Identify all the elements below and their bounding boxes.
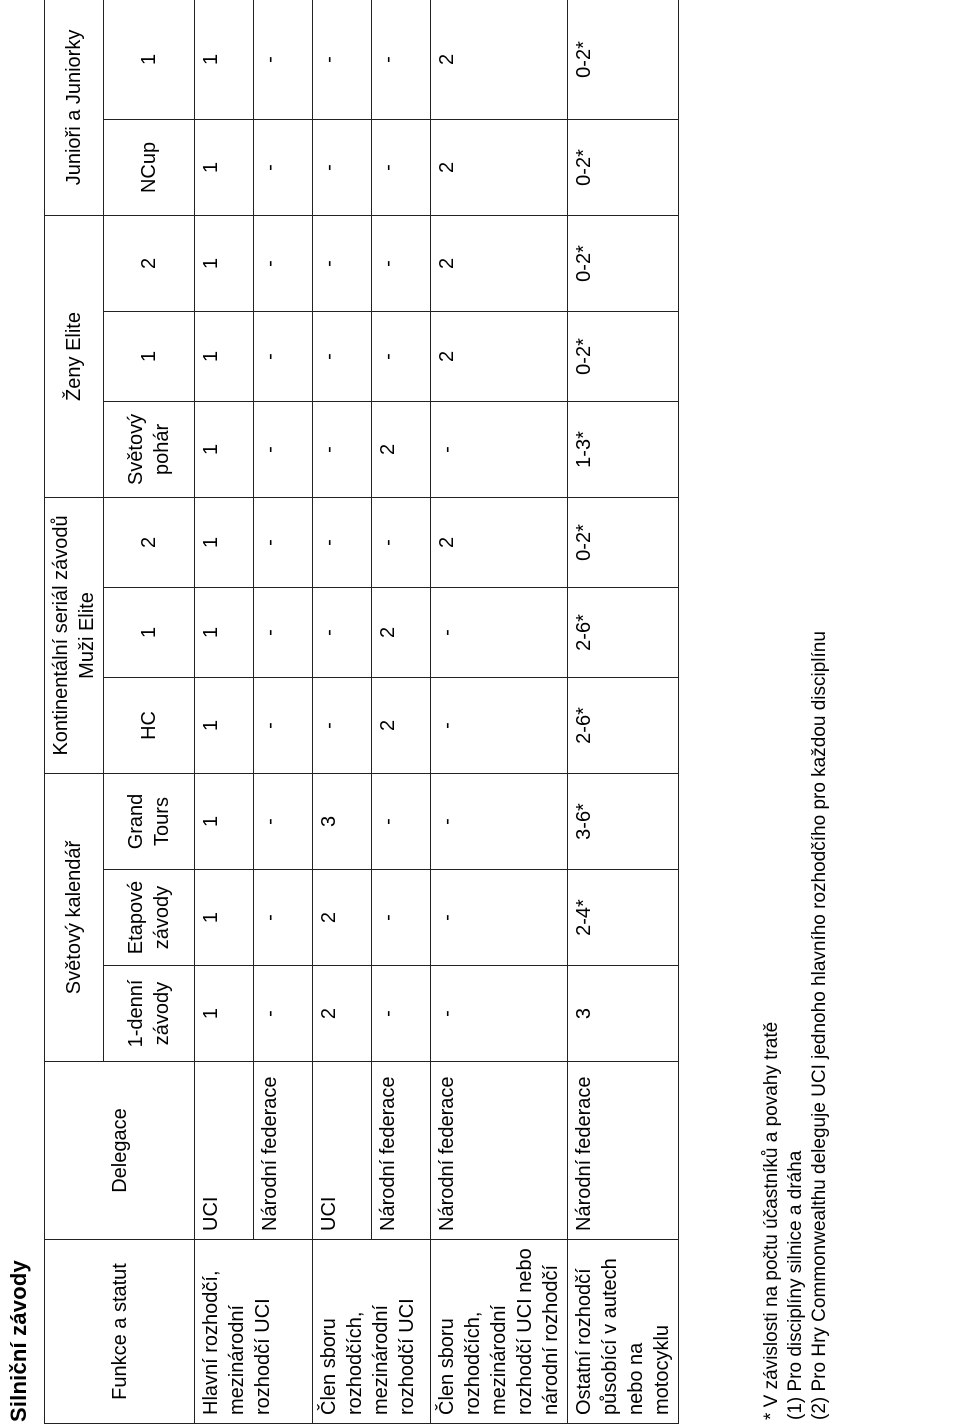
value-cell: - — [431, 587, 568, 677]
value-cell: - — [372, 215, 431, 311]
footnotes — [760, 20, 832, 1420]
value-cell: - — [254, 966, 313, 1062]
value-cell: - — [254, 497, 313, 587]
value-cell: - — [372, 497, 431, 587]
value-cell: 2 — [431, 0, 568, 119]
value-cell: - — [313, 215, 372, 311]
value-cell: 2 — [313, 870, 372, 966]
value-cell: - — [254, 311, 313, 401]
value-cell: 2-4* — [568, 870, 679, 966]
value-cell: 0-2* — [568, 0, 679, 119]
table-row — [431, 0, 568, 1424]
value-cell: 1 — [195, 870, 254, 966]
value-cell: 0-2* — [568, 497, 679, 587]
delegation-cell: Národní federace — [254, 1062, 313, 1240]
value-cell: - — [313, 0, 372, 119]
value-cell: - — [372, 773, 431, 869]
delegation-cell: Národní federace — [431, 1062, 568, 1240]
header-group-women: Ženy Elite — [45, 215, 104, 497]
value-cell: - — [254, 401, 313, 497]
value-cell: 2 — [431, 497, 568, 587]
value-cell: - — [313, 677, 372, 773]
value-cell: 1 — [195, 773, 254, 869]
subheader: Grand Tours — [104, 773, 195, 869]
table-row — [313, 0, 372, 1424]
value-cell: - — [254, 215, 313, 311]
subheader: 1-denní závody — [104, 966, 195, 1062]
value-cell: 1 — [195, 215, 254, 311]
value-cell: - — [254, 587, 313, 677]
value-cell: 1 — [195, 401, 254, 497]
page-title: Silniční závody — [6, 1260, 31, 1422]
value-cell: 0-2* — [568, 119, 679, 215]
value-cell: - — [372, 870, 431, 966]
subheader: 1 — [104, 311, 195, 401]
value-cell: - — [254, 0, 313, 119]
value-cell: - — [313, 497, 372, 587]
value-cell: 1 — [195, 0, 254, 119]
value-cell: 3 — [568, 966, 679, 1062]
officials-table — [44, 0, 679, 1424]
header-group-world: Světový kalendář — [45, 773, 104, 1061]
value-cell: 1 — [195, 677, 254, 773]
table-row — [372, 0, 431, 1424]
value-cell: - — [431, 401, 568, 497]
subheader: 1 — [104, 587, 195, 677]
value-cell: 2 — [431, 215, 568, 311]
value-cell: - — [313, 311, 372, 401]
value-cell: 3-6* — [568, 773, 679, 869]
value-cell: - — [431, 773, 568, 869]
value-cell: 0-2* — [568, 215, 679, 311]
function-cell: Ostatní rozhodčí působící v autech nebo na motocyklu — [568, 1240, 679, 1424]
footnote: (2) Pro Hry Commonwealthu deleguje UCI jednoho hlavního rozhodčího pro každou disciplínu — [809, 631, 830, 1420]
value-cell: - — [254, 119, 313, 215]
value-cell: 1 — [195, 119, 254, 215]
table-row — [254, 0, 313, 1424]
value-cell: - — [254, 870, 313, 966]
value-cell: - — [431, 677, 568, 773]
header-group-continental: Kontinentální seriál závodů Muži Elite — [45, 497, 104, 773]
table-row — [195, 0, 254, 1424]
value-cell: - — [431, 966, 568, 1062]
value-cell: 2 — [431, 119, 568, 215]
function-cell: Hlavní rozhodčí, mezinárodní rozhodčí UCI — [195, 1240, 313, 1424]
delegation-cell: Národní federace — [372, 1062, 431, 1240]
value-cell: 2-6* — [568, 587, 679, 677]
value-cell: 0-2* — [568, 311, 679, 401]
subheader: HC — [104, 677, 195, 773]
value-cell: 2 — [372, 677, 431, 773]
footnote: * V závislosti na počtu účastníků a povahy tratě — [761, 1021, 782, 1420]
subheader: Světový pohár — [104, 401, 195, 497]
value-cell: - — [372, 966, 431, 1062]
function-cell: Člen sboru rozhodčích, mezinárodní rozhodčí UCI — [313, 1240, 431, 1424]
function-cell: Člen sboru rozhodčích, mezinárodní rozhodčí UCI nebo národní rozhodčí — [431, 1240, 568, 1424]
value-cell: 1 — [195, 587, 254, 677]
header-funkce: Funkce a statut — [45, 1240, 195, 1424]
delegation-cell: UCI — [313, 1062, 372, 1240]
value-cell: 2 — [313, 966, 372, 1062]
value-cell: - — [372, 311, 431, 401]
value-cell: - — [431, 870, 568, 966]
value-cell: 2 — [431, 311, 568, 401]
subheader: NCup — [104, 119, 195, 215]
subheader: 2 — [104, 215, 195, 311]
value-cell: 1-3* — [568, 401, 679, 497]
value-cell: - — [313, 401, 372, 497]
header-group-juniors: Junioři a Juniorky — [45, 0, 104, 215]
subheader: 2 — [104, 497, 195, 587]
value-cell: 1 — [195, 497, 254, 587]
delegation-cell: UCI — [195, 1062, 254, 1240]
value-cell: 2 — [372, 587, 431, 677]
footnote: (1) Pro disciplíny silnice a dráha — [785, 1150, 806, 1420]
value-cell: 2-6* — [568, 677, 679, 773]
value-cell: 1 — [195, 311, 254, 401]
value-cell: 3 — [313, 773, 372, 869]
table-row — [568, 0, 679, 1424]
delegation-cell: Národní federace — [568, 1062, 679, 1240]
value-cell: - — [313, 119, 372, 215]
value-cell: 1 — [195, 966, 254, 1062]
value-cell: - — [254, 773, 313, 869]
value-cell: - — [313, 587, 372, 677]
value-cell: 2 — [372, 401, 431, 497]
value-cell: - — [372, 119, 431, 215]
header-delegace: Delegace — [45, 1062, 195, 1240]
subheader: Etapové závody — [104, 870, 195, 966]
value-cell: - — [254, 677, 313, 773]
value-cell: - — [372, 0, 431, 119]
subheader: 1 — [104, 0, 195, 119]
